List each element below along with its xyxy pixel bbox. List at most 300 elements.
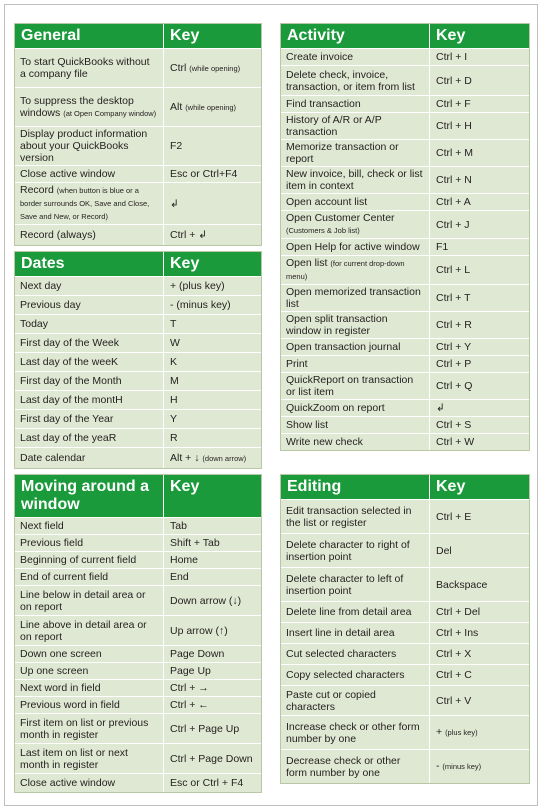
key-text: T [170,318,177,330]
shortcut-description [15,296,163,314]
shortcut-key [163,296,261,314]
shortcut-key [163,663,261,679]
description-text: Delete check, invoice, transaction, or item from list [286,68,415,93]
key-text: F2 [170,140,183,152]
shortcut-key [429,194,529,210]
description-text: Increase check or other form number by one [286,720,420,745]
shortcut-key [429,239,529,255]
shortcut-row [281,95,529,112]
shortcut-description [281,686,429,715]
shortcut-row [15,447,261,468]
section-header [15,475,261,518]
shortcut-key [163,334,261,352]
shortcut-description [281,602,429,622]
key-text: Ctrl + X [436,648,472,660]
description-text: Previous day [20,299,81,311]
description-text: To suppress the desktop windows [20,94,134,119]
shortcut-description [281,285,429,311]
shortcut-row [15,428,261,447]
shortcut-row [281,238,529,255]
shortcut-row [15,314,261,333]
shortcut-key [163,49,261,87]
description-text: First item on list or previous month in register [20,716,149,741]
key-text: Ctrl + W [436,436,475,448]
shortcut-description [15,410,163,428]
description-text: First day of the Month [20,375,122,387]
shortcut-row [281,210,529,238]
shortcut-row [15,773,261,792]
shortcut-key [163,183,261,224]
description-text: Open account list [286,196,368,208]
shortcut-description [15,88,163,126]
shortcut-key [163,315,261,333]
key-text: Page Down [170,648,225,660]
shortcut-key [429,66,529,95]
shortcut-description [281,66,429,95]
shortcut-row [281,372,529,399]
key-text: Ctrl + Ins [436,627,479,639]
shortcut-key [429,602,529,622]
shortcut-row [281,399,529,416]
key-text: Del [436,544,452,557]
description-text: Date calendar [20,452,86,464]
key-text: Ctrl + Del [436,606,481,618]
key-note: (minus key) [442,762,482,771]
key-text: Up arrow (↑) [170,624,228,637]
shortcut-row [15,333,261,352]
shortcut-description [15,744,163,773]
shortcut-key [163,88,261,126]
shortcut-description [15,663,163,679]
shortcut-row [281,567,529,601]
shortcut-description [281,194,429,210]
shortcut-description [15,518,163,534]
shortcut-description [281,113,429,139]
shortcut-row [281,284,529,311]
shortcut-description [281,644,429,664]
description-text: Open Customer Center [286,212,395,224]
shortcut-key [429,716,529,749]
description-text: Cut selected characters [286,648,397,660]
shortcut-description [15,714,163,743]
description-text: Copy selected characters [286,669,405,681]
shortcut-row [281,749,529,783]
section-header [15,252,261,277]
shortcut-description [15,315,163,333]
section-title: Moving around a window [21,478,149,513]
key-column-header: Key [163,252,261,276]
key-text: Esc or Ctrl+F4 [170,168,238,180]
shortcut-row [15,696,261,713]
key-text: - (minus key) [170,299,231,311]
key-text: + [436,726,443,738]
shortcut-description [15,391,163,409]
description-text: Delete line from detail area [286,606,412,618]
shortcut-description [15,225,163,245]
key-text: ↲ [436,402,445,414]
shortcut-key [429,256,529,284]
key-text: Ctrl + ← [170,699,209,711]
shortcut-key [429,312,529,338]
shortcut-row [281,664,529,685]
shortcut-row [15,551,261,568]
shortcut-description [15,429,163,447]
description-text: Open Help for active window [286,241,420,253]
description-text: First day of the Year [20,413,114,425]
key-text: Ctrl + N [436,174,472,186]
key-text: Shift + Tab [170,537,220,549]
description-text: Last item on list or next month in register [20,746,128,771]
key-text: Ctrl + J [436,218,470,231]
shortcut-key [163,744,261,773]
description-text: Open transaction journal [286,341,401,353]
shortcut-key [163,697,261,713]
key-text: Down arrow (↓) [170,594,242,607]
shortcut-description [15,49,163,87]
shortcut-description [15,569,163,585]
section-moving [14,474,262,793]
shortcut-description [281,211,429,238]
description-text: Edit transaction selected in the list or register [286,504,412,529]
description-text: Close active window [20,168,116,180]
shortcut-key [163,646,261,662]
shortcut-key [429,96,529,112]
section-title: General [21,27,81,44]
description-text: Line below in detail area or on report [20,588,146,613]
section-activity [280,23,530,451]
shortcut-description [281,373,429,399]
shortcut-key [163,166,261,182]
description-text: Last day of the yeaR [20,432,117,444]
shortcut-key [429,568,529,601]
key-text: ↲ [170,197,179,210]
key-text: Backspace [436,578,488,591]
shortcut-row [15,534,261,551]
description-text: Display product information about your QuickBooks version [20,128,148,164]
shortcut-description [15,535,163,551]
shortcut-row [15,568,261,585]
key-text: Ctrl + → [170,682,209,694]
section-header [15,24,261,49]
shortcut-row [281,338,529,355]
shortcut-row [15,713,261,743]
description-text: Today [20,318,49,330]
key-column-header: Key [429,475,529,499]
shortcut-description [15,646,163,662]
shortcut-key [163,127,261,165]
shortcut-row [281,311,529,338]
shortcut-row [15,352,261,371]
shortcut-key [163,448,261,468]
key-text: Home [170,554,199,566]
shortcut-key [163,391,261,409]
description-note: (when button is blue or a border surrounds OK, Save and Close, Save and New, or Record) [20,186,150,221]
shortcut-row [15,662,261,679]
shortcut-key [429,167,529,193]
description-text: Find transaction [286,98,361,110]
section-dates [14,251,262,469]
shortcut-key [163,429,261,447]
key-text: Ctrl + Q [436,380,473,392]
description-text: End of current field [20,571,109,583]
description-text: Next field [20,520,64,532]
section-title: Activity [287,27,345,44]
description-text: Record [20,184,54,196]
key-text: Tab [170,520,187,532]
shortcut-description [15,616,163,645]
key-note: (down arrow) [202,453,247,463]
shortcut-key [429,400,529,416]
shortcut-row [15,182,261,224]
shortcut-description [15,277,163,295]
shortcut-row [281,643,529,664]
description-text: First day of the Week [20,337,120,349]
shortcut-row [15,390,261,409]
shortcut-key [163,518,261,534]
description-text: Decrease check or other form number by one [286,754,401,779]
section-title: Dates [21,255,65,272]
description-note: (Customers & Job list) [286,226,360,235]
shortcut-key [429,500,529,533]
shortcut-description [15,448,163,468]
key-text: Ctrl + C [436,669,472,681]
key-text: Alt + ↓ [170,451,200,464]
description-text: Open split transaction window in register [286,313,388,337]
key-text: Ctrl + V [436,694,472,707]
key-text: Ctrl + E [436,510,472,523]
key-text: End [170,571,189,583]
section-header [281,475,529,500]
shortcut-description [281,96,429,112]
description-note: (for current drop-down menu) [286,259,405,281]
description-text: Create invoice [286,51,354,63]
description-text: Line above in detail area or on report [20,618,147,643]
description-text: Close active window [20,777,116,789]
shortcut-key [163,277,261,295]
shortcut-key [429,417,529,433]
shortcut-description [281,750,429,783]
description-text: New invoice, bill, check or list item in context [286,168,423,192]
shortcut-row [281,355,529,372]
key-text: M [170,375,179,387]
shortcut-key [163,535,261,551]
shortcut-key [163,410,261,428]
description-text: Next day [20,280,62,292]
shortcut-description [15,586,163,615]
description-text: Paste cut or copied characters [286,688,376,713]
shortcut-description [15,334,163,352]
description-text: Delete character to right of insertion point [286,538,410,563]
shortcut-row [15,371,261,390]
key-text: Ctrl + D [436,74,472,87]
description-text: Memorize transaction or report [286,141,399,165]
shortcut-row [281,622,529,643]
shortcut-description [281,140,429,166]
description-text: Record (always) [20,229,96,241]
key-text: Ctrl + Page Up [170,722,240,735]
shortcut-description [281,49,429,65]
description-text: Insert line in detail area [286,627,395,639]
section-header [281,24,529,49]
key-text: Ctrl + A [436,196,471,208]
shortcut-description [15,166,163,182]
key-text: R [170,432,178,444]
shortcut-row [15,645,261,662]
shortcut-description [281,665,429,685]
shortcut-description [281,167,429,193]
shortcut-description [15,774,163,792]
shortcut-description [281,356,429,372]
shortcut-key [163,680,261,696]
shortcut-key [429,665,529,685]
shortcut-description [281,400,429,416]
description-text: QuickReport on transaction or list item [286,374,414,398]
shortcut-key [163,552,261,568]
key-text: Ctrl + ↲ [170,229,208,241]
description-text: History of A/R or A/P transaction [286,114,382,138]
key-text: Alt [170,100,183,113]
shortcut-key [429,356,529,372]
key-text: H [170,394,178,406]
shortcut-row [15,409,261,428]
shortcut-row [15,87,261,126]
shortcut-key [429,285,529,311]
description-note: (at Open Company window) [63,108,157,118]
key-text: Ctrl + P [436,358,472,370]
shortcut-description [15,127,163,165]
key-text: Ctrl + L [436,264,471,276]
description-text: Up one screen [20,665,89,677]
shortcut-description [15,353,163,371]
key-column-header: Key [163,24,261,48]
shortcut-description [281,716,429,749]
key-text: Ctrl + H [436,120,472,132]
shortcut-key [429,373,529,399]
key-text: Ctrl + Y [436,341,472,353]
section-title: Editing [287,478,342,495]
key-text: W [170,337,180,349]
key-text: Ctrl + M [436,147,474,159]
shortcut-key [163,586,261,615]
key-text: Ctrl + Page Down [170,752,253,765]
description-text: Print [286,358,308,370]
shortcut-key [429,113,529,139]
shortcut-description [15,372,163,390]
shortcut-key [429,644,529,664]
shortcut-row [15,277,261,295]
description-text: Write new check [286,436,363,448]
shortcut-description [281,339,429,355]
description-text: Last day of the weeK [20,356,119,368]
shortcut-row [281,49,529,65]
key-text: Ctrl + T [436,292,471,304]
shortcut-row [15,295,261,314]
description-text: Open list [286,257,328,269]
shortcut-key [429,686,529,715]
shortcut-key [163,372,261,390]
shortcut-row [281,416,529,433]
shortcut-description [281,568,429,601]
key-text: F1 [436,241,449,253]
shortcut-row [15,743,261,773]
shortcut-description [281,256,429,284]
shortcut-description [281,623,429,643]
shortcut-description [15,697,163,713]
shortcut-description [15,552,163,568]
shortcut-description [281,239,429,255]
shortcut-key [429,623,529,643]
shortcut-row [281,166,529,193]
key-text: K [170,356,178,368]
shortcut-row [281,533,529,567]
shortcut-row [281,685,529,715]
shortcut-key [163,353,261,371]
shortcut-description [15,183,163,224]
key-text: Page Up [170,665,211,677]
shortcut-row [15,165,261,182]
shortcut-row [281,65,529,95]
description-text: Last day of the montH [20,394,123,406]
key-column-header: Key [429,24,529,48]
key-text: Ctrl [170,61,187,74]
shortcut-row [281,601,529,622]
key-text: + (plus key) [170,280,225,292]
shortcut-key [429,140,529,166]
key-text: Y [170,413,178,425]
description-text: To start QuickBooks without a company file [20,56,150,80]
shortcut-key [163,774,261,792]
shortcut-row [15,126,261,165]
shortcut-row [15,49,261,87]
shortcut-description [281,500,429,533]
description-text: Next word in field [20,682,101,694]
shortcut-description [281,534,429,567]
key-note: (plus key) [445,728,478,737]
shortcut-row [15,224,261,245]
shortcut-key [163,569,261,585]
shortcut-key [429,750,529,783]
shortcut-row [15,615,261,645]
shortcut-row [281,433,529,450]
shortcut-row [281,139,529,166]
description-text: Down one screen [20,648,102,660]
shortcut-key [163,616,261,645]
shortcut-key [429,434,529,450]
shortcut-key [429,211,529,238]
shortcut-description [15,680,163,696]
shortcut-row [281,500,529,533]
description-text: Beginning of current field [20,554,137,566]
key-note: (while opening) [185,102,237,112]
shortcut-key [429,534,529,567]
key-text: Ctrl + R [436,319,472,331]
key-column-header: Key [163,475,261,517]
key-text: Ctrl + S [436,419,472,431]
description-text: Show list [286,419,329,431]
section-general [14,23,262,246]
key-note: (while opening) [189,63,241,73]
shortcut-description [281,417,429,433]
shortcut-row [281,255,529,284]
shortcut-row [15,585,261,615]
shortcut-row [281,715,529,749]
section-editing [280,474,530,784]
shortcut-row [281,112,529,139]
shortcut-row [15,679,261,696]
shortcut-key [429,49,529,65]
description-text: Open memorized transaction list [286,286,421,310]
description-text: Previous word in field [20,699,120,711]
